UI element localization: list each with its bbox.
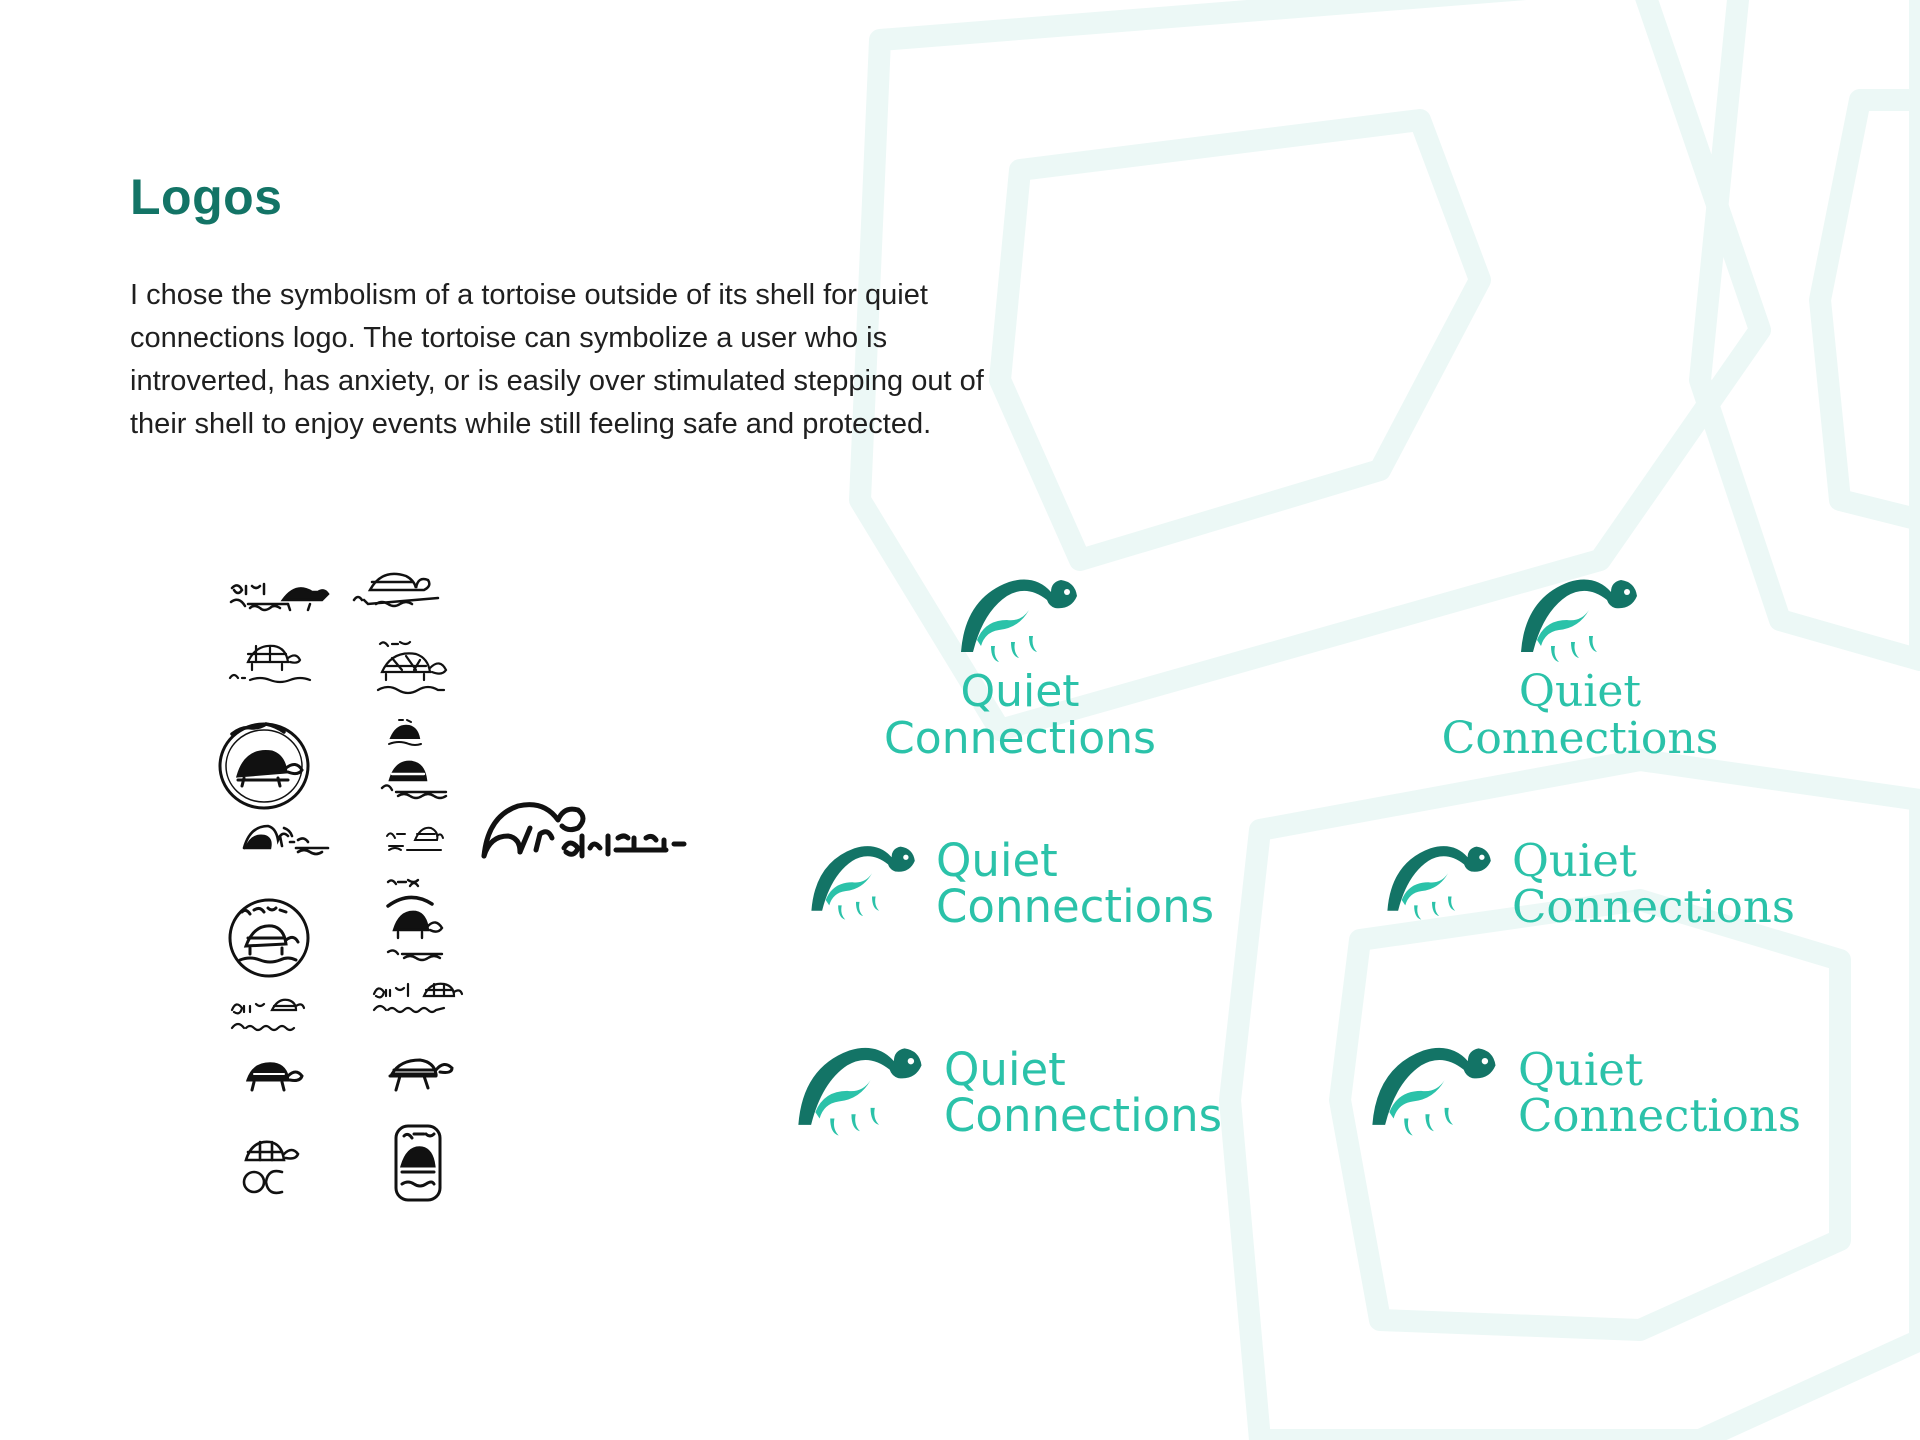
wordmark-line-quiet: Quiet [936, 834, 1058, 887]
logo-horizontal-3 [792, 1044, 1222, 1142]
logo-wordmark [944, 1043, 1223, 1142]
sketch-16 [236, 1136, 308, 1200]
sketch-18 [478, 796, 688, 876]
sketch-13 [228, 996, 314, 1046]
logo-horizontal-1 [806, 834, 1215, 933]
sketch-09 [385, 824, 445, 854]
tortoise-logo-icon [792, 1044, 930, 1142]
tortoise-logo-icon [955, 576, 1085, 668]
sketch-08 [240, 818, 332, 858]
sketch-01 [228, 578, 338, 618]
wordmark-line-quiet: Quiet [1518, 666, 1642, 717]
wordmark-line-quiet: Quiet [944, 1043, 1066, 1096]
logo-wordmark [1440, 668, 1720, 762]
sketch-05 [216, 720, 312, 812]
wordmark-line-quiet: Quiet [1518, 1043, 1643, 1096]
sketch-03 [226, 640, 326, 690]
logo-wordmark [1518, 1043, 1801, 1142]
wordmark-line-connections: Connections [884, 713, 1156, 764]
sketch-02 [352, 566, 442, 610]
wordmark-line-connections: Connections [1512, 880, 1795, 933]
sketch-07 [378, 758, 458, 804]
description-text: I chose the symbolism of a tortoise outside of its shell for quiet connections logo. The tortoise can symbolize a user who is introverted, has anxiety, or is easily over stimulated stepping out of their shell to enjoy events while still feeling safe and protected. [130, 279, 984, 440]
logo-stacked-2 [1440, 576, 1720, 762]
sketch-14 [242, 1056, 306, 1094]
sketch-12 [370, 980, 466, 1026]
tortoise-logo-icon [1515, 576, 1645, 668]
sketch-04 [372, 640, 452, 696]
sketch-06 [385, 718, 425, 748]
tortoise-logo-icon [1382, 843, 1498, 925]
sketch-11 [226, 896, 312, 980]
wordmark-line-quiet: Quiet [1512, 834, 1637, 887]
tortoise-logo-icon [806, 843, 922, 925]
sketch-17 [392, 1122, 444, 1204]
wordmark-line-connections: Connections [1441, 713, 1719, 764]
logo-wordmark [936, 834, 1215, 933]
wordmark-line-quiet: Quiet [960, 666, 1080, 717]
page-title: Logos [130, 169, 283, 225]
logo-horizontal-4 [1366, 1044, 1801, 1142]
wordmark-line-connections: Connections [1518, 1089, 1801, 1142]
logo-wordmark [870, 668, 1170, 762]
wordmark-line-connections: Connections [936, 880, 1215, 933]
wordmark-line-connections: Connections [944, 1089, 1223, 1142]
sketch-10 [380, 876, 450, 966]
tortoise-logo-icon [1366, 1044, 1504, 1142]
sketch-15 [386, 1054, 458, 1094]
logo-horizontal-2 [1382, 834, 1795, 933]
logo-wordmark [1512, 834, 1795, 933]
logo-stacked-1 [870, 576, 1170, 762]
